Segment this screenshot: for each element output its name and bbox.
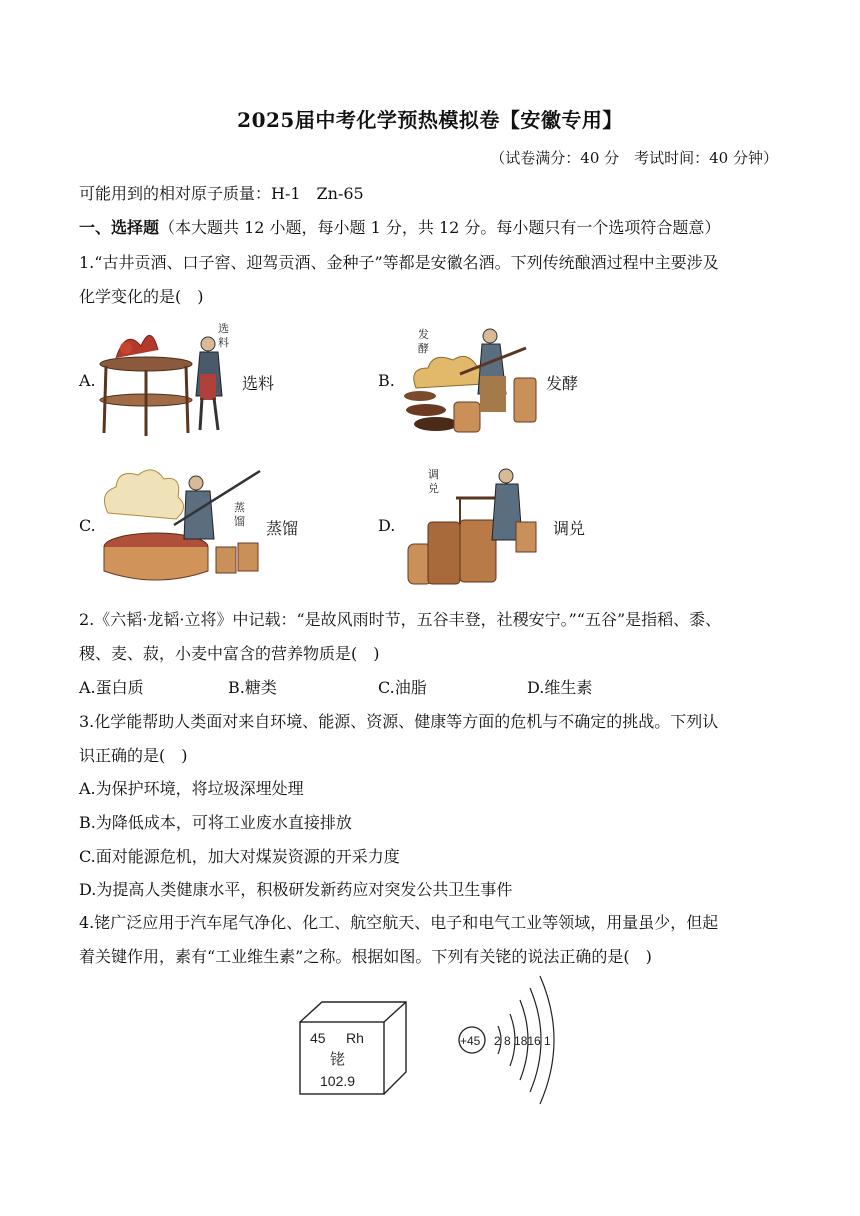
- q3-stem-line1: 3.化学能帮助人类面对来自环境、能源、资源、健康等方面的危机与不确定的挑战。下列认: [79, 712, 719, 731]
- section-heading: [79, 215, 720, 238]
- q1-option-a-letter: A.: [79, 371, 96, 390]
- svg-text:发: 发: [418, 328, 429, 341]
- svg-text:兑: 兑: [428, 482, 439, 495]
- svg-text:酵: 酵: [418, 342, 429, 355]
- q1-option-c-letter: C.: [79, 516, 96, 535]
- svg-text:调: 调: [428, 468, 439, 481]
- q1-option-a-caption: 选料: [242, 374, 275, 393]
- nucleus-charge: +45: [460, 1034, 481, 1048]
- section-instruction: （本大题共 12 小题，每小题 1 分，共 12 分。每小题只有一个选项符合题意）: [159, 218, 721, 237]
- q2-option-d: D.维生素: [527, 678, 593, 697]
- q4-stem-line2: 着关键作用，素有“工业维生素”之称。根据如图。下列有关铑的说法正确的是( ): [79, 947, 652, 966]
- element-atomic-mass: 102.9: [320, 1073, 356, 1089]
- q3-option-d: D.为提高人类健康水平，积极研发新药应对突发公共卫生事件: [79, 880, 513, 899]
- q1-stem-line2: 化学变化的是( ): [79, 287, 204, 306]
- q2-option-a: A.蛋白质: [79, 678, 144, 697]
- q1-option-d-letter: D.: [378, 516, 396, 535]
- svg-text:馏: 馏: [234, 515, 245, 528]
- rhodium-element-card: [298, 1000, 408, 1096]
- q1-stem-line1: 1.“古井贡酒、口子窖、迎驾贡酒、金种子”等都是安徽名酒。下列传统酿酒过程中主要涉及: [79, 253, 719, 272]
- section-title: 一、选择题: [79, 218, 160, 237]
- element-symbol: Rh: [346, 1030, 364, 1046]
- q1-option-c-caption: 蒸馏: [266, 519, 299, 538]
- svg-text:蒸: 蒸: [234, 501, 245, 514]
- q2-option-c: C.油脂: [378, 678, 427, 697]
- q1-option-b-caption: 发酵: [546, 374, 579, 393]
- q2-options: [79, 675, 779, 699]
- q1-option-d-illustration: [404, 462, 548, 588]
- q4-stem-line1: 4.铑广泛应用于汽车尾气净化、化工、航空航天、电子和电气工业等领域，用量虽少，但起: [79, 913, 719, 932]
- q1-option-b-illustration: [398, 318, 540, 442]
- q1-option-c-illustration: [98, 463, 264, 587]
- atomic-mass-note: 可能用到的相对原子质量：H-1 Zn-65: [79, 184, 364, 203]
- element-atomic-number: 45: [310, 1030, 326, 1046]
- q3-option-b: B.为降低成本，可将工业废水直接排放: [79, 813, 352, 832]
- q2-stem-line2: 稷、麦、菽，小麦中富含的营养物质是( ): [79, 644, 380, 663]
- q3-option-a: A.为保护环境，将垃圾深埋处理: [79, 779, 304, 798]
- q3-stem-line2: 识正确的是( ): [79, 746, 188, 765]
- q1-option-b-letter: B.: [378, 371, 395, 390]
- rhodium-atom-structure-diagram: [454, 970, 574, 1110]
- q1-option-a-illustration: [96, 318, 238, 440]
- page-title: 2025届中考化学预热模拟卷【安徽专用】: [237, 108, 623, 132]
- element-name: 铑: [330, 1050, 346, 1068]
- q1-option-d-caption: 调兑: [553, 519, 586, 538]
- q3-option-c: C.面对能源危机，加大对煤炭资源的开采力度: [79, 847, 400, 866]
- q2-option-b: B.糖类: [228, 678, 277, 697]
- svg-text:料: 料: [218, 336, 229, 349]
- q2-stem-line1: 2.《六韬·龙韬·立将》中记载：“是故风雨时节，五谷丰登，社稷安宁。”“五谷”是指稻、黍、: [79, 610, 722, 629]
- exam-info: （试卷满分：40 分 考试时间：40 分钟）: [490, 149, 778, 167]
- svg-text:选: 选: [218, 322, 229, 335]
- electron-shell-counts: 2 8 1816 1: [494, 1034, 551, 1048]
